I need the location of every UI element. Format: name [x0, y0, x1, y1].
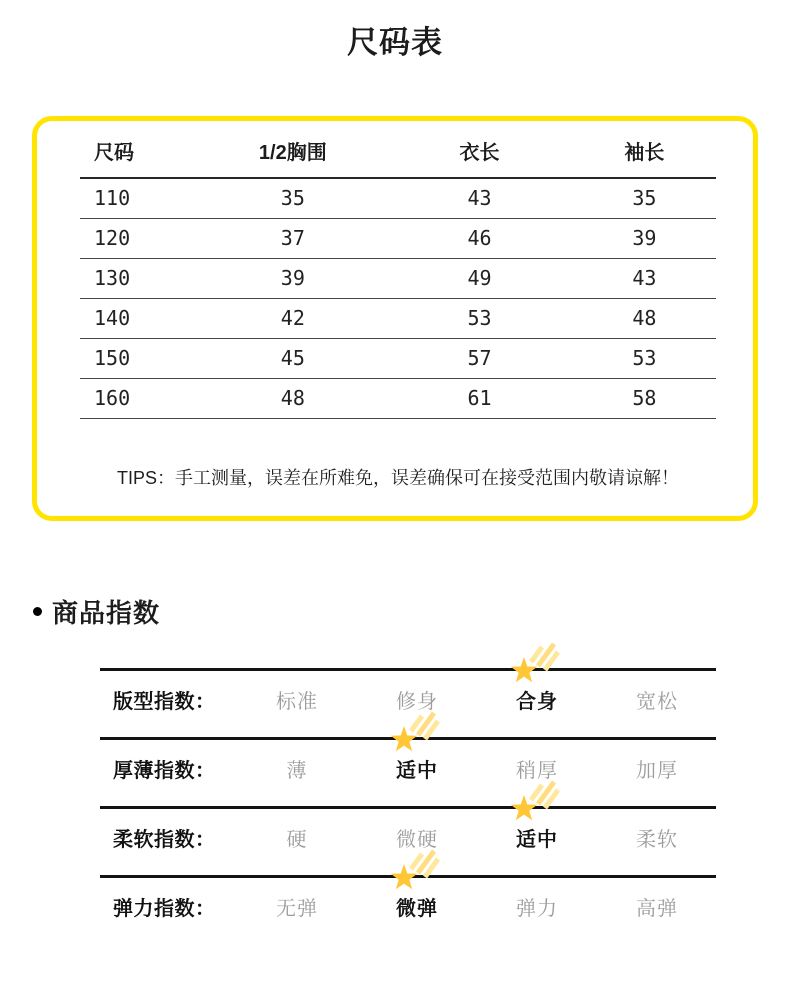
index-row-label: 厚薄指数： [113, 759, 216, 782]
index-row-label: 弹力指数： [113, 897, 216, 920]
index-row-thickness [100, 737, 716, 806]
index-option-label: 合身 [516, 690, 558, 713]
index-option [597, 809, 717, 865]
sleeve-cell: 43 [573, 259, 716, 299]
size-cell: 130 [80, 259, 199, 299]
length-cell: 46 [386, 219, 573, 259]
size-cell: 120 [80, 219, 199, 259]
index-option [477, 878, 597, 934]
index-option-label: 修身 [396, 690, 438, 713]
size-chart-table [80, 121, 716, 419]
length-cell: 53 [386, 299, 573, 339]
sleeve-cell: 58 [573, 379, 716, 419]
table-row [80, 379, 716, 419]
col-header-half-chest: 1/2胸围 [199, 121, 386, 178]
index-options [237, 809, 717, 865]
col-header-length: 衣长 [386, 121, 573, 178]
index-row-softness [100, 806, 716, 875]
index-option [597, 740, 717, 796]
index-option-label: 标准 [276, 690, 318, 713]
size-chart-tips: TIPS：手工测量，误差在所难免，误差确保可在接受范围内敬请谅解！ [116, 468, 679, 489]
chest-cell: 42 [199, 299, 386, 339]
index-option [237, 809, 357, 865]
chest-cell: 48 [199, 379, 386, 419]
size-cell: 160 [80, 379, 199, 419]
index-option-selected [477, 671, 597, 727]
product-index-heading-text: 商品指数 [52, 598, 161, 629]
table-row [80, 339, 716, 379]
index-option [237, 878, 357, 934]
index-option-label: 适中 [396, 759, 438, 782]
index-option-label: 柔软 [636, 828, 678, 851]
index-option [597, 671, 717, 727]
index-option-label: 适中 [516, 828, 558, 851]
index-option-label: 稍厚 [516, 759, 558, 782]
index-row-label: 版型指数： [113, 690, 216, 713]
length-cell: 43 [386, 178, 573, 219]
index-option-selected [357, 740, 477, 796]
chest-cell: 35 [199, 178, 386, 219]
index-row-elasticity [100, 875, 716, 944]
index-option [597, 878, 717, 934]
index-options [237, 878, 717, 934]
index-row-fit [100, 668, 716, 737]
shooting-star-icon [509, 639, 565, 687]
sleeve-cell: 39 [573, 219, 716, 259]
chest-cell: 37 [199, 219, 386, 259]
length-cell: 57 [386, 339, 573, 379]
index-option-label: 微硬 [396, 828, 438, 851]
chest-cell: 39 [199, 259, 386, 299]
index-options [237, 671, 717, 727]
index-option-selected [357, 878, 477, 934]
index-option [357, 671, 477, 727]
table-row [80, 219, 716, 259]
length-cell: 49 [386, 259, 573, 299]
index-option-label: 弹力 [516, 897, 558, 920]
size-cell: 110 [80, 178, 199, 219]
length-cell: 61 [386, 379, 573, 419]
index-option-selected [477, 809, 597, 865]
product-index-heading [33, 593, 790, 630]
table-row [80, 178, 716, 219]
table-row [80, 299, 716, 339]
table-row [80, 259, 716, 299]
chest-cell: 45 [199, 339, 386, 379]
index-option-label: 无弹 [276, 897, 318, 920]
size-cell: 140 [80, 299, 199, 339]
index-option-label: 宽松 [636, 690, 678, 713]
sleeve-cell: 53 [573, 339, 716, 379]
index-option-label: 高弹 [636, 897, 678, 920]
index-option-label: 硬 [286, 828, 308, 851]
table-header-row [80, 121, 716, 178]
col-header-sleeve: 袖长 [573, 121, 716, 178]
index-option [237, 740, 357, 796]
index-option-label: 加厚 [636, 759, 678, 782]
index-options [237, 740, 717, 796]
index-option [237, 671, 357, 727]
sleeve-cell: 35 [573, 178, 716, 219]
size-chart-box [32, 116, 758, 521]
product-index-table [100, 668, 716, 944]
size-cell: 150 [80, 339, 199, 379]
index-row-label: 柔软指数： [113, 828, 216, 851]
sleeve-cell: 48 [573, 299, 716, 339]
index-option-label: 微弹 [396, 897, 438, 920]
col-header-size: 尺码 [80, 121, 199, 178]
index-option [477, 740, 597, 796]
index-option [357, 809, 477, 865]
index-option-label: 薄 [286, 759, 308, 782]
size-chart-title: 尺码表 [347, 25, 443, 60]
bullet-icon [33, 607, 42, 616]
